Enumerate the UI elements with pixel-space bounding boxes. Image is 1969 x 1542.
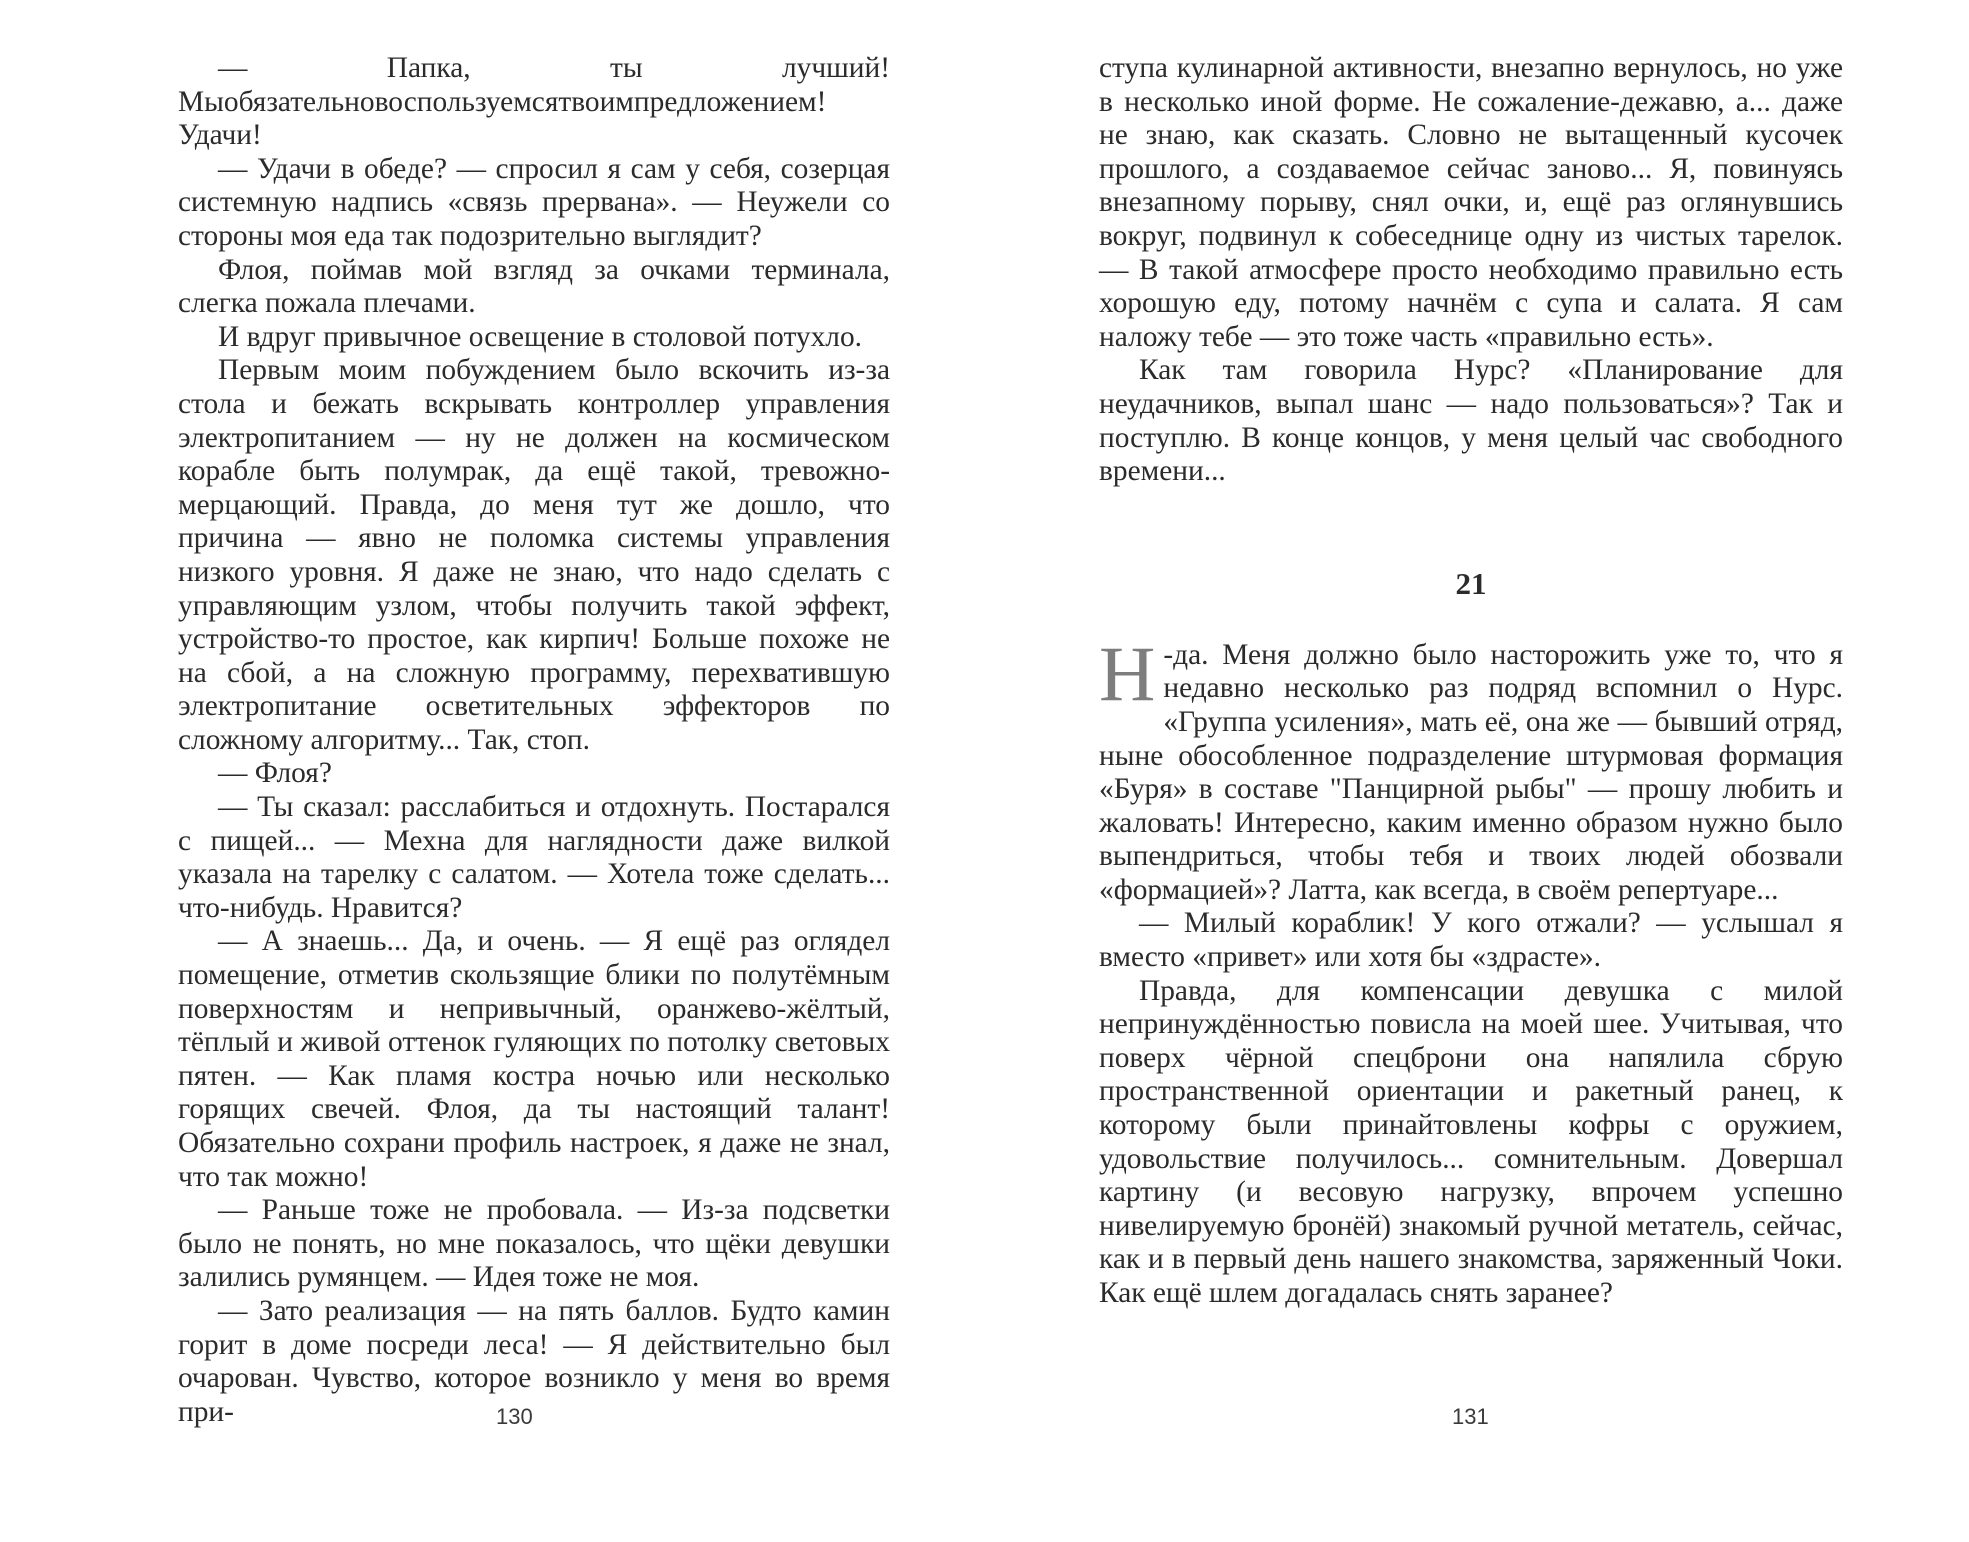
paragraph: — Милый кораблик! У кого отжали? — услышал я вместо «привет» или хотя бы «здрасте». <box>1099 907 1843 974</box>
drop-cap: Н <box>1099 629 1156 717</box>
paragraph: Правда, для компенсации девушка с милой непринуждённостью повисла на моей шее. Учитывая, что поверх чёрной спецброни она напялила сбрую пространственной ориентации и ракетный ранец, к которому были принайтовлены кофры с оружием, удовольствие получилось... сомнительным. Довершал картину (и весовую нагрузку, впрочем успешно нивелируемую бронёй) знакомый ручной метатель, сейчас, как и в первый день нашего знакомства, заряженный Чоки. Как ещё шлем догадалась снять заранее? <box>1099 974 1843 1309</box>
paragraph: — Раньше тоже не пробовала. — Из-за подсветки было не понять, но мне показалось, что щёки девушки залились румянцем. — Идея тоже не моя. <box>178 1194 890 1294</box>
right-text-column <box>1099 52 1843 1311</box>
chapter-opening-text: -да. Меня должно было насторожить уже то, что я недавно несколько раз подряд вспомнил о Нурс. «Группа усиления», мать её, она же — бывший отряд, ныне обособленное подразделение штурмовая формация «Буря» в составе "Панцирной рыбы" — прошу любить и жаловать! Интересно, каким именно образом нужно было выпендриться, чтобы тебя и твоих людей обозвали «формацией»? Латта, как всегда, в своём репертуаре... <box>1099 638 1843 906</box>
right-page <box>985 0 1969 1542</box>
paragraph: — Папка, ты лучший! Мыобязательновоспользуемсятвоимпредложением! Удачи! <box>178 52 890 152</box>
paragraph: Как там говорила Нурс? «Планирование для неудачников, выпал шанс — надо пользоваться»? Так и поступлю. В конце концов, у меня целый час свободного времени... <box>1099 354 1843 488</box>
page-number: 130 <box>496 1404 533 1429</box>
paragraph: — Ты сказал: расслабиться и отдохнуть. Постарался с пищей... — Мехна для наглядности даже вилкой указала на тарелку с салатом. — Хотела тоже сделать... что-нибудь. Нравится? <box>178 791 890 924</box>
left-text-column <box>178 52 890 1429</box>
paragraph: — А знаешь... Да, и очень. — Я ещё раз оглядел помещение, отметив скользящие блики по полутёмным поверхностям и непривычный, оранжево-жёлтый, тёплый и живой оттенок гуляющих по потолку световых пятен. — Как пламя костра ночью или несколько горящих свечей. Флоя, да ты настоящий талант! Обязательно сохрани профиль настроек, я даже не знал, что так можно! <box>178 925 890 1193</box>
page-number: 131 <box>1452 1404 1489 1429</box>
paragraph: — Зато реализация — на пять баллов. Будто камин горит в доме посреди леса! — Я действительно был очарован. Чувство, которое возникло у меня во время при- <box>178 1294 890 1428</box>
paragraph: И вдруг привычное освещение в столовой потухло. <box>218 320 862 353</box>
paragraph-continued: ступа кулинарной активности, внезапно вернулось, но уже в несколько иной форме. Не сожаление-дежавю, а... даже не знаю, как сказать. Словно не вытащенный кусочек прошлого, а создаваемое сейчас заново... Я, повинуясь внезапному порыву, снял очки, и, ещё раз оглянувшись вокруг, подвинул к собеседнице одну из чистых тарелок. — В такой атмосфере просто необходимо правильно есть хорошую еду, потому начнём с супа и салата. Я сам наложу тебе — это тоже часть «правильно есть». <box>1099 52 1843 353</box>
chapter-opening-paragraph <box>1099 629 1843 908</box>
chapter-heading: 21 <box>1455 565 1487 601</box>
paragraph: — Удачи в обеде? — спросил я сам у себя, созерцая системную надпись «связь прервана». — Неужели со стороны моя еда так подозрительно выглядит? <box>178 152 890 252</box>
paragraph: Первым моим побуждением было вскочить из-за стола и бежать вскрывать контроллер управления электропитанием — ну не должен на космическом корабле быть полумрак, да ещё такой, тревожно-мерцающий. Правда, до меня тут же дошло, что причина — явно не поломка системы управления низкого уровня. Я даже не знаю, что надо сделать с управляющим узлом, чтобы получить такой эффект, устройство-то простое, как кирпич! Больше похоже не на сбой, а на сложную программу, перехватившую электропитание осветительных эффекторов по сложному алгоритму... Так, стоп. <box>178 354 890 756</box>
paragraph: Флоя, поймав мой взгляд за очками терминала, слегка пожала плечами. <box>178 253 890 320</box>
paragraph: — Флоя? <box>218 757 332 790</box>
